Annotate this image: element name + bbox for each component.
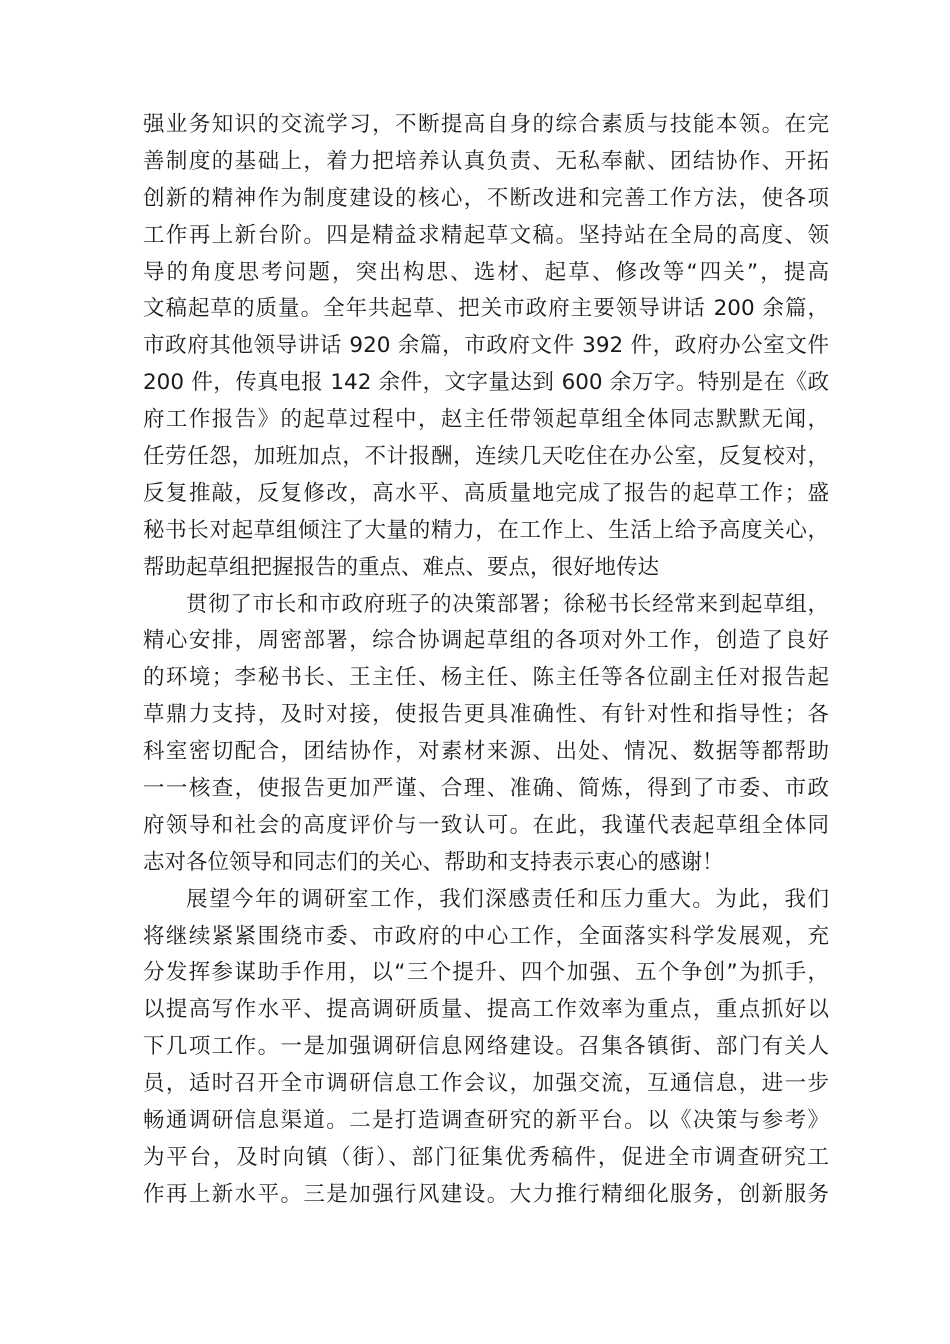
text-line: 强业务知识的交流学习，不断提高自身的综合素质与技能本领。在完 [143, 112, 829, 137]
text-line: 府工作报告》的起草过程中，赵主任带领起草组全体同志默默无闻， [143, 407, 829, 433]
text-line: 将继续紧紧围绕市委、市政府的中心工作，全面落实科学发展观，充 [143, 923, 829, 949]
text-line: 200 件，传真电报 142 余件，文字量达到 600 余万字。特别是在《政 [143, 370, 829, 396]
text-line: 文稿起草的质量。全年共起草、把关市政府主要领导讲话 200 余篇， [143, 296, 829, 322]
text-line: 一一核查，使报告更加严谨、合理、准确、简炼，得到了市委、市政 [143, 776, 829, 802]
text-line: 任劳任怨，加班加点，不计报酬，连续几天吃住在办公室，反复校对， [143, 444, 829, 470]
text-line: 导的角度思考问题，突出构思、选材、起草、修改等“四关”，提高 [143, 259, 829, 285]
text-line: 工作再上新台阶。四是精益求精起草文稿。坚持站在全局的高度、领 [143, 222, 829, 248]
text-line: 分发挥参谋助手作用，以“三个提升、四个加强、五个争创”为抓手， [143, 960, 829, 986]
text-line: 府领导和社会的高度评价与一致认可。在此，我谨代表起草组全体同 [143, 812, 829, 838]
text-line: 市政府其他领导讲话 920 余篇，市政府文件 392 件，政府办公室文件 [143, 333, 829, 359]
paragraph-1 [143, 107, 829, 587]
text-line: 的环境；李秘书长、王主任、杨主任、陈主任等各位副主任对报告起 [143, 665, 829, 691]
text-line: 畅通调研信息渠道。二是打造调查研究的新平台。以《决策与参考》 [143, 1108, 829, 1134]
text-line: 展望今年的调研室工作，我们深感责任和压力重大。为此，我们 [186, 886, 829, 912]
paragraph-2 [143, 587, 829, 882]
text-line: 作再上新水平。三是加强行风建设。大力推行精细化服务，创新服务 [143, 1181, 829, 1207]
text-line: 科室密切配合，团结协作，对素材来源、出处、情况、数据等都帮助 [143, 739, 829, 765]
text-line: 以提高写作水平、提高调研质量、提高工作效率为重点，重点抓好以 [143, 997, 829, 1023]
text-line: 善制度的基础上，着力把培养认真负责、无私奉献、团结协作、开拓 [143, 148, 829, 174]
text-line: 志对各位领导和同志们的关心、帮助和支持表示衷心的感谢！ [143, 849, 724, 875]
text-line: 员，适时召开全市调研信息工作会议，加强交流，互通信息，进一步 [143, 1071, 829, 1097]
text-line: 秘书长对起草组倾注了大量的精力，在工作上、生活上给予高度关心， [143, 517, 829, 543]
document-body [143, 107, 829, 1214]
text-line: 为平台，及时向镇（街）、部门征集优秀稿件，促进全市调查研究工 [143, 1144, 829, 1170]
text-line: 贯彻了市长和市政府班子的决策部署；徐秘书长经常来到起草组， [186, 591, 829, 617]
text-line: 下几项工作。一是加强调研信息网络建设。召集各镇街、部门有关人 [143, 1034, 829, 1060]
text-line: 创新的精神作为制度建设的核心，不断改进和完善工作方法，使各项 [143, 185, 829, 211]
paragraph-3 [143, 882, 829, 1214]
text-line: 精心安排，周密部署，综合协调起草组的各项对外工作，创造了良好 [143, 628, 829, 654]
text-line: 帮助起草组把握报告的重点、难点、要点，很好地传达 [143, 554, 660, 580]
text-line: 草鼎力支持，及时对接，使报告更具准确性、有针对性和指导性；各 [143, 702, 829, 728]
text-line: 反复推敲，反复修改，高水平、高质量地完成了报告的起草工作；盛 [143, 480, 829, 506]
